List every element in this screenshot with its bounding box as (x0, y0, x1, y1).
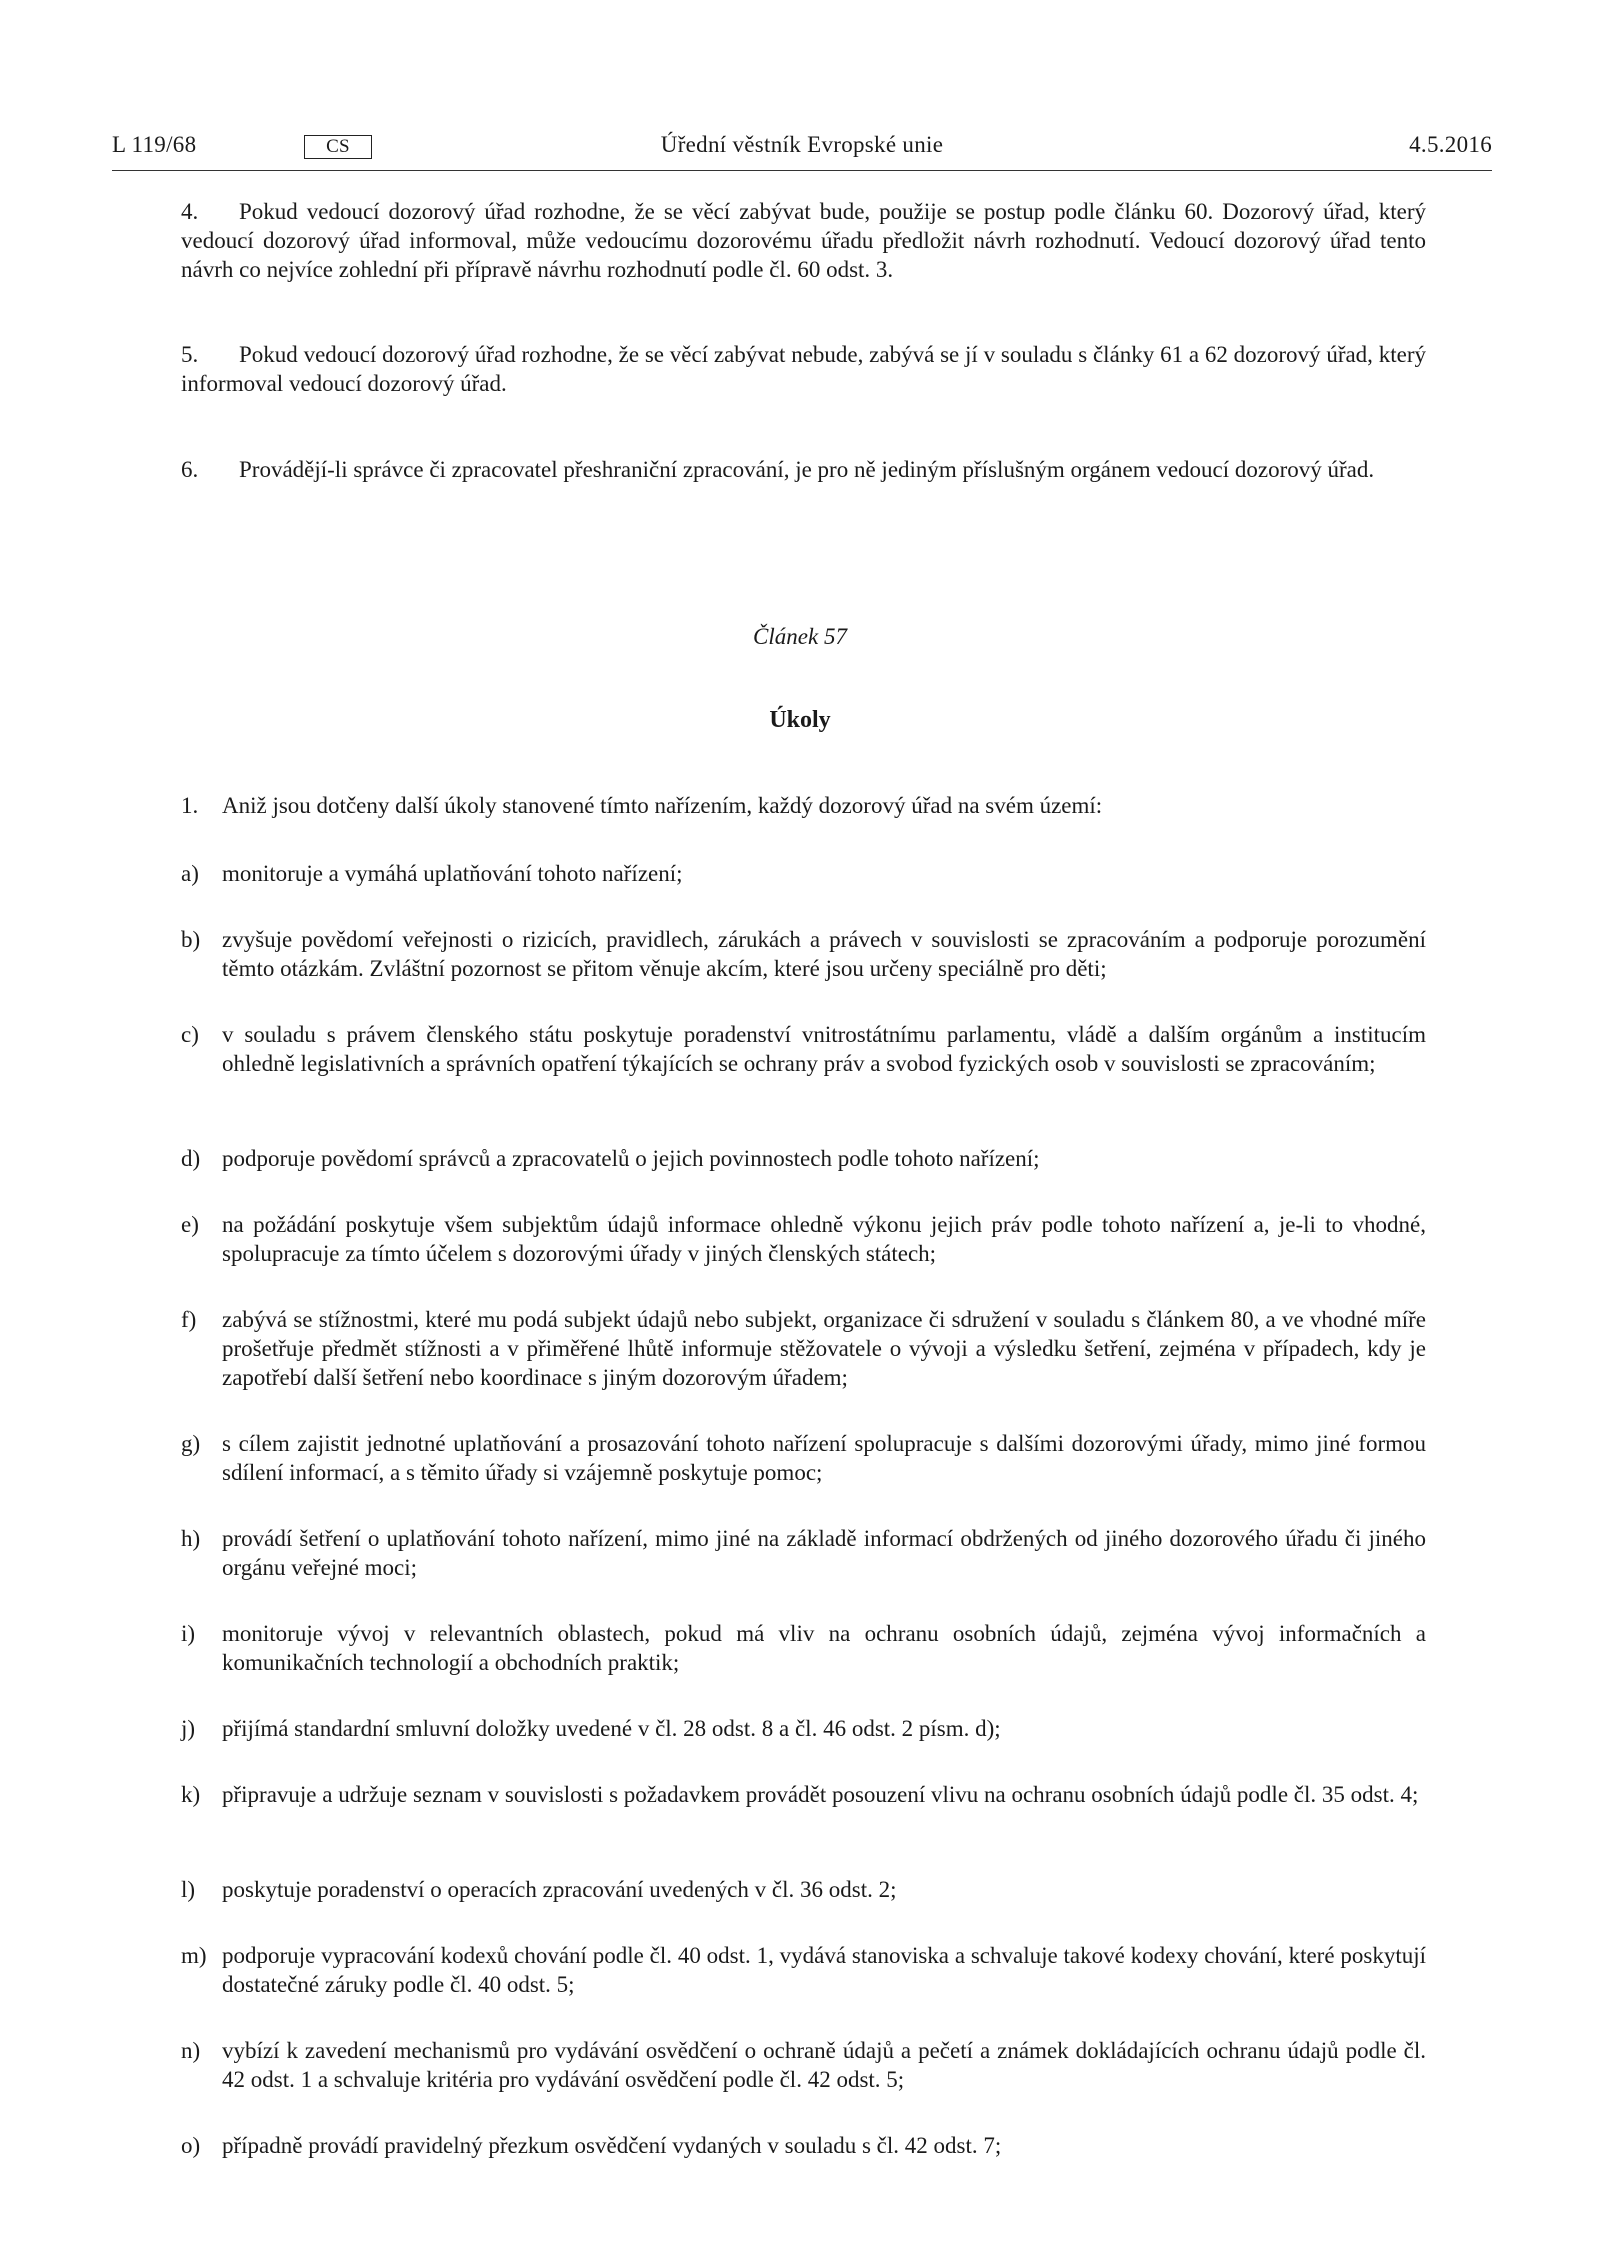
paragraph-number: 4. (181, 199, 199, 224)
item-letter: g) (181, 1431, 201, 1456)
paragraph-text: Pokud vedoucí dozorový úřad rozhodne, že se věcí zabývat bude, použije se postup podle článku 60. Dozorový úřad, který vedoucí dozorový úřad informoval, může vedoucímu dozorovému úřadu předložit návrh rozhodnutí. Vedoucí dozorový úřad tento návrh co nejvíce zohlední při přípravě návrhu rozhodnutí podle čl. 60 odst. 3. (181, 199, 1426, 282)
item-text: provádí šetření o uplatňování tohoto nařízení, mimo jiné na základě informací obdržených od jiného dozorového úřadu či jiného orgánu veřejné moci; (222, 1526, 1426, 1580)
item-letter: h) (181, 1526, 201, 1551)
item-letter: f) (181, 1307, 197, 1332)
paragraph-text: Aniž jsou dotčeny další úkoly stanovené tímto nařízením, každý dozorový úřad na svém území: (222, 793, 1103, 818)
item-letter: o) (181, 2133, 201, 2158)
item-letter: l) (181, 1877, 196, 1902)
item-letter: i) (181, 1621, 196, 1646)
list-item-m (181, 1941, 1426, 1999)
journal-title: Úřední věstník Evropské unie (660, 132, 944, 157)
paragraph-4 (181, 197, 1426, 284)
item-letter: m) (181, 1943, 207, 1968)
list-item-c (181, 1020, 1426, 1078)
list-item-n (181, 2036, 1426, 2094)
list-item-o (181, 2131, 1426, 2160)
list-item-g (181, 1429, 1426, 1487)
list-item-l (181, 1875, 1426, 1904)
item-letter: d) (181, 1146, 201, 1171)
item-text: přijímá standardní smluvní doložky uvedené v čl. 28 odst. 8 a čl. 46 odst. 2 písm. d); (222, 1716, 1001, 1741)
list-item-i (181, 1619, 1426, 1677)
item-text: podporuje vypracování kodexů chování podle čl. 40 odst. 1, vydává stanoviska a schvaluje takové kodexy chování, které poskytují dostatečné záruky podle čl. 40 odst. 5; (222, 1943, 1426, 1997)
item-text: monitoruje vývoj v relevantních oblastech, pokud má vliv na ochranu osobních údajů, zejména vývoj informačních a komunikačních technologií a obchodních praktik; (222, 1621, 1426, 1675)
item-text: na požádání poskytuje všem subjektům údajů informace ohledně výkonu jejich práv podle tohoto nařízení a, je-li to vhodné, spolupracuje za tímto účelem s dozorovými úřady v jiných členských státech; (222, 1212, 1426, 1266)
item-text: vybízí k zavedení mechanismů pro vydávání osvědčení o ochraně údajů a pečetí a známek dokládajících ochranu údajů podle čl. 42 odst. 1 a schvaluje kritéria pro vydávání osvědčení podle čl. 42 odst. 5; (222, 2038, 1426, 2092)
paragraph-number: 5. (181, 342, 199, 367)
item-letter: c) (181, 1022, 199, 1047)
item-text: zabývá se stížnostmi, které mu podá subjekt údajů nebo subjekt, organizace či sdružení v souladu s článkem 80, a ve vhodné míře prošetřuje předmět stížnosti a v přiměřené lhůtě informuje stěžovatele o vývoji a výsledku šetření, zejména v případech, kdy je zapotřebí další šetření nebo koordinace s jiným dozorovým úřadem; (222, 1307, 1426, 1390)
article-paragraph-1 (181, 791, 1426, 820)
item-text: podporuje povědomí správců a zpracovatelů o jejich povinnostech podle tohoto nařízení; (222, 1146, 1040, 1171)
item-text: s cílem zajistit jednotné uplatňování a prosazování tohoto nařízení spolupracuje s dalšími dozorovými úřady, mimo jiné formou sdílení informací, a s těmito úřady si vzájemně poskytuje pomoc; (222, 1431, 1426, 1485)
item-text: připravuje a udržuje seznam v souvislosti s požadavkem provádět posouzení vlivu na ochranu osobních údajů podle čl. 35 odst. 4; (222, 1782, 1419, 1807)
item-letter: k) (181, 1782, 201, 1807)
item-letter: e) (181, 1212, 199, 1237)
list-item-j (181, 1714, 1426, 1743)
item-letter: n) (181, 2038, 201, 2063)
header-rule (112, 170, 1492, 171)
article-title: Úkoly (769, 707, 831, 733)
list-item-d (181, 1144, 1426, 1173)
list-item-b (181, 925, 1426, 983)
item-text: poskytuje poradenství o operacích zpracování uvedených v čl. 36 odst. 2; (222, 1877, 897, 1902)
list-item-e (181, 1210, 1426, 1268)
item-letter: a) (181, 861, 199, 886)
item-letter: j) (181, 1716, 196, 1741)
paragraph-6 (181, 455, 1426, 484)
paragraph-text: Provádějí-li správce či zpracovatel přeshraniční zpracování, je pro ně jediným příslušným orgánem vedoucí dozorový úřad. (239, 457, 1375, 482)
page-header (112, 132, 1492, 172)
paragraph-number: 6. (181, 457, 199, 482)
paragraph-5 (181, 340, 1426, 398)
item-letter: b) (181, 927, 201, 952)
item-text: monitoruje a vymáhá uplatňování tohoto nařízení; (222, 861, 683, 886)
paragraph-number: 1. (181, 793, 199, 818)
list-item-h (181, 1524, 1426, 1582)
item-text: případně provádí pravidelný přezkum osvědčení vydaných v souladu s čl. 42 odst. 7; (222, 2133, 1002, 2158)
list-item-a (181, 859, 1426, 888)
item-text: zvyšuje povědomí veřejnosti o rizicích, pravidlech, zárukách a právech v souvislosti se zpracováním a podporuje porozumění těmto otázkám. Zvláštní pozornost se přitom věnuje akcím, které jsou určeny speciálně pro děti; (222, 927, 1426, 981)
list-item-k (181, 1780, 1426, 1809)
page-reference: L 119/68 (112, 132, 197, 157)
article-label: Článek 57 (753, 624, 847, 649)
item-text: v souladu s právem členského státu poskytuje poradenství vnitrostátnímu parlamentu, vládě a dalším orgánům a institucím ohledně legislativních a správních opatření týkajících se ochrany práv a svobod fyzických osob v souvislosti se zpracováním; (222, 1022, 1426, 1076)
publication-date: 4.5.2016 (1409, 132, 1492, 157)
paragraph-text: Pokud vedoucí dozorový úřad rozhodne, že se věcí zabývat nebude, zabývá se jí v souladu s články 61 a 62 dozorový úřad, který informoval vedoucí dozorový úřad. (181, 342, 1426, 396)
language-code-box: CS (304, 135, 372, 159)
list-item-f (181, 1305, 1426, 1392)
